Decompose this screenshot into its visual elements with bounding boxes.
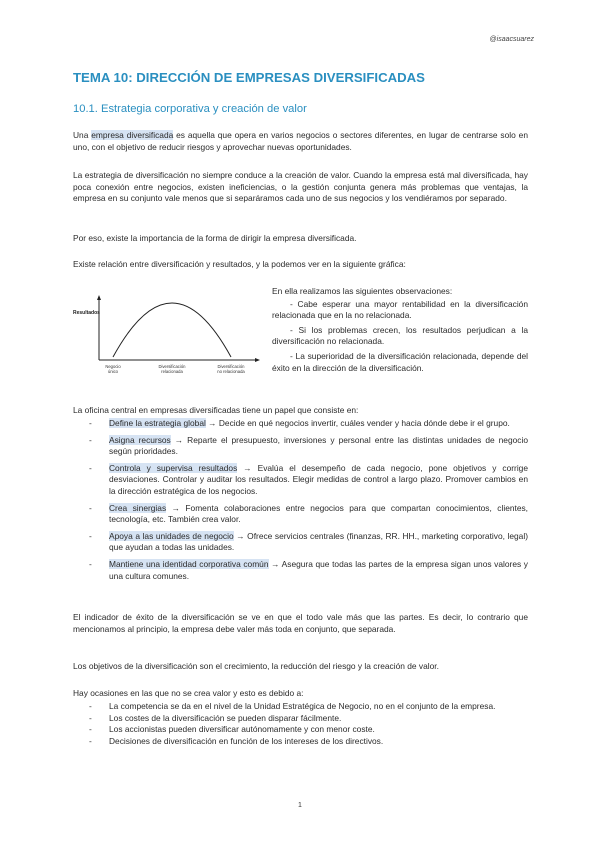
- paragraph-objectives: Los objetivos de la diversificación son el crecimiento, la reducción del riesgo y la creación de valor.: [73, 661, 439, 671]
- list-item: [73, 713, 528, 725]
- list-dash: -: [89, 462, 92, 473]
- highlighted-term: Mantiene una identidad corporativa común: [109, 558, 269, 569]
- x-tick-label: Diversificación no relacionada: [217, 364, 245, 374]
- list-item-text: La competencia se da en el nivel de la Unidad Estratégica de Negocio, no en el conjunto de la empresa.: [109, 701, 496, 711]
- author-handle: @isaacsuarez: [489, 36, 534, 43]
- highlighted-term: Define la estrategia global: [109, 418, 206, 428]
- list-dash: -: [89, 701, 92, 711]
- page-title: TEMA 10: DIRECCIÓN DE EMPRESAS DIVERSIFICADAS: [73, 70, 425, 85]
- list-item: [73, 531, 528, 554]
- observations-intro: En ella realizamos las siguientes observaciones:: [272, 286, 453, 296]
- y-axis-arrow: [97, 295, 101, 300]
- list-dash: -: [89, 418, 92, 428]
- highlighted-term: Controla y supervisa resultados: [109, 462, 238, 473]
- highlighted-term: Asigna recursos: [109, 434, 171, 445]
- section-subtitle: 10.1. Estrategia corporativa y creación de valor: [73, 103, 307, 115]
- paragraph-value-creation: La estrategia de diversificación no siempre conduce a la creación de valor. Cuando la empresa está mal diversificada, hay poca conexión entre negocios, existen ineficiencias, o la gestión conjunta genera más problemas que ventajas, la empresa en su conjunto vale menos que si separáramos cada uno de sus negocios y los vendiéramos por separado.: [73, 170, 528, 204]
- observations-block: [272, 286, 528, 377]
- list-item-text: Decisiones de diversificación en función de los intereses de los directivos.: [109, 735, 384, 746]
- list-dash: -: [89, 712, 92, 723]
- list-item: [73, 418, 528, 430]
- observation-item: - Si los problemas crecen, los resultados perjudican a la diversificación no relacionada.: [272, 324, 528, 347]
- paragraph-importance: Por eso, existe la importancia de la forma de dirigir la empresa diversificada.: [73, 233, 357, 243]
- list-item: [73, 503, 528, 526]
- list-dash: -: [89, 724, 92, 735]
- diversification-chart: [73, 290, 263, 390]
- observation-item: - Cabe esperar una mayor rentabilidad en la diversificación relacionada que en la no relacionada.: [272, 298, 528, 321]
- list-item: [73, 701, 528, 713]
- x-tick-labels: [105, 364, 245, 374]
- list-item: [73, 435, 528, 458]
- list-dash: -: [89, 735, 92, 746]
- text-span: Una: [73, 130, 92, 140]
- text-span: es aquella que opera en varios negocios o sectores diferentes, en lugar de centrarse solo en uno, con el objetivo de reducir riesgos y aprovechar nuevas oportunidades.: [73, 130, 528, 152]
- results-curve: [113, 303, 231, 357]
- list-item-text: Los costes de la diversificación se pueden disparar fácilmente.: [109, 712, 342, 723]
- list-dash: -: [89, 530, 92, 541]
- list-item-text: → Decide en qué negocios invertir, cuáles vender y hacia dónde debe ir el grupo.: [205, 418, 510, 428]
- page-number: 1: [298, 802, 302, 809]
- highlighted-term: Crea sinergias: [109, 502, 167, 513]
- highlighted-term: Apoya a las unidades de negocio: [109, 530, 234, 541]
- list-item-text: → Ofrece servicios centrales (finanzas, RR. HH., marketing corporativo, legal) que ayudan a todas las unidades.: [109, 530, 528, 553]
- list-item-text: → Asegura que todas las partes de la empresa sigan unos valores y una cultura comunes.: [109, 558, 528, 581]
- list-item: [73, 736, 528, 748]
- no-value-reasons-list: [73, 701, 528, 747]
- x-tick-label: Diversificación relacionada: [158, 364, 186, 374]
- paragraph-success-indicator: El indicador de éxito de la diversificación se ve en que el todo vale más que las partes. Es decir, lo contrario que mencionamos al principio, la empresa debe valer más toda en conjunto, que separada.: [73, 612, 528, 634]
- x-tick-label: Negocio único: [105, 364, 121, 374]
- highlighted-term: empresa diversificada: [91, 130, 174, 140]
- observation-item: - La superioridad de la diversificación relacionada, depende del éxito en la dirección de la diversificación.: [272, 350, 528, 373]
- list-item-text: Los accionistas pueden diversificar autónomamente y con menor coste.: [109, 724, 375, 735]
- paragraph-no-value: Hay ocasiones en las que no se crea valor y esto es debido a:: [73, 688, 304, 698]
- list-item: [73, 463, 528, 498]
- paragraph-relationship: Existe relación entre diversificación y resultados, y la podemos ver en la siguiente gráfica:: [73, 259, 406, 269]
- list-dash: -: [89, 558, 92, 569]
- x-axis-arrow: [255, 358, 260, 362]
- paragraph-central-office: La oficina central en empresas diversificadas tiene un papel que consiste en:: [73, 405, 359, 415]
- list-item: [73, 724, 528, 736]
- list-dash: -: [89, 434, 92, 445]
- list-item-text: → Reparte el presupuesto, inversiones y personal entre las distintas unidades de negocio según prioridades.: [109, 434, 528, 457]
- central-office-roles-list: [73, 418, 528, 587]
- list-item: [73, 559, 528, 582]
- list-item-text: → Fomenta colaboraciones entre negocios para que compartan conocimientos, clientes, tecnología, etc. También crea valor.: [109, 502, 529, 525]
- paragraph-definition: [73, 130, 528, 153]
- y-axis-label: Resultados: [73, 310, 100, 316]
- list-item-text: → Evalúa el desempeño de cada negocio, pone objetivos y corrige desviaciones. Controlar y auditar los resultados. Elegir medidas de control a largo plazo. Promover cambios en la dirección estratégica de los negocios.: [109, 462, 528, 496]
- list-dash: -: [89, 502, 92, 513]
